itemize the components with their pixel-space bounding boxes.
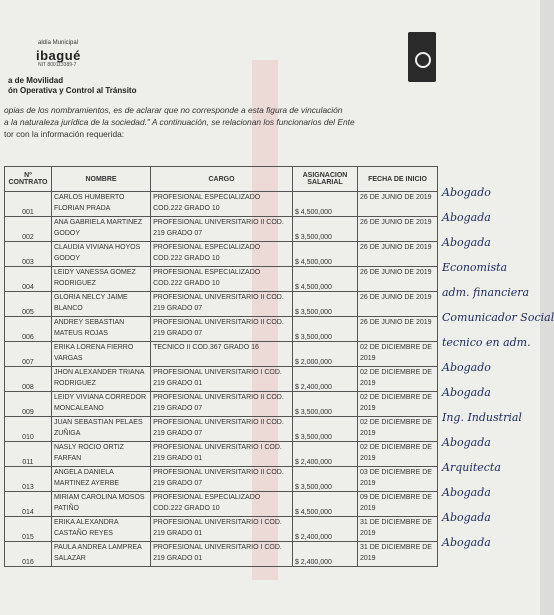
cell-contrato: 001: [5, 192, 52, 217]
handwritten-note: Abogada: [442, 511, 491, 524]
table-row: [5, 192, 438, 217]
cell-nombre: ANA GABRIELA MARTINEZ GODOY: [51, 217, 150, 242]
table-row: [5, 467, 438, 492]
handwritten-note: Abogada: [442, 211, 491, 224]
cell-nombre: JHON ALEXANDER TRIANA RODRIGUEZ: [51, 367, 150, 392]
cell-contrato: 007: [5, 342, 52, 367]
table-row: [5, 367, 438, 392]
cell-salario: $ 2,000,000: [292, 342, 357, 367]
cell-nombre: LEIDY VIVIANA CORREDOR MONCALEANO: [51, 392, 150, 417]
cell-nombre: LEIDY VANESSA GOMEZ RODRIGUEZ: [51, 267, 150, 292]
handwritten-note: Ing. Industrial: [442, 411, 522, 424]
cell-cargo: PROFESIONAL UNIVERSITARIO I COD. 219 GRADO 01: [151, 367, 293, 392]
handwritten-note: Comunicador Social: [442, 311, 554, 324]
cell-fecha: 26 DE JUNIO DE 2019: [357, 317, 437, 342]
col-cargo: CARGO: [151, 167, 293, 192]
handwritten-note: Abogado: [442, 361, 491, 374]
city-name: ibagué: [36, 48, 81, 63]
cell-salario: $ 2,400,000: [292, 442, 357, 467]
cell-contrato: 015: [5, 517, 52, 542]
cell-fecha: 26 DE JUNIO DE 2019: [357, 192, 437, 217]
org-small-text: aldía Municipal: [38, 40, 79, 46]
cell-contrato: 006: [5, 317, 52, 342]
cell-salario: $ 2,400,000: [292, 517, 357, 542]
cell-nombre: MIRIAM CAROLINA MOSOS PATIÑO: [51, 492, 150, 517]
table-row: [5, 342, 438, 367]
col-salario: ASIGNACION SALARIAL: [292, 167, 357, 192]
cell-cargo: PROFESIONAL UNIVERSITARIO II COD. 219 GRADO 07: [151, 467, 293, 492]
handwritten-note: Abogada: [442, 236, 491, 249]
cell-cargo: PROFESIONAL UNIVERSITARIO II COD. 219 GRADO 07: [151, 292, 293, 317]
cell-cargo: PROFESIONAL UNIVERSITARIO I COD. 219 GRADO 01: [151, 542, 293, 567]
cell-nombre: ERIKA ALEXANDRA CASTAÑO REYES: [51, 517, 150, 542]
handwritten-note: Abogada: [442, 486, 491, 499]
cell-fecha: 02 DE DICIEMBRE DE 2019: [357, 392, 437, 417]
cell-contrato: 011: [5, 442, 52, 467]
cell-nombre: JUAN SEBASTIAN PELAES ZUÑIGA: [51, 417, 150, 442]
table-row: [5, 242, 438, 267]
table-row: [5, 492, 438, 517]
handwritten-note: Abogada: [442, 536, 491, 549]
table-row: [5, 392, 438, 417]
cell-contrato: 010: [5, 417, 52, 442]
cell-nombre: GLORIA NELCY JAIME BLANCO: [51, 292, 150, 317]
cell-contrato: 013: [5, 467, 52, 492]
cell-fecha: 03 DE DICIEMBRE DE 2019: [357, 467, 437, 492]
cell-fecha: 31 DE DICIEMBRE DE 2019: [357, 517, 437, 542]
cell-salario: $ 3,500,000: [292, 317, 357, 342]
cell-cargo: TECNICO II COD.367 GRADO 16: [151, 342, 293, 367]
dept-title: a de Movilidad: [8, 76, 64, 85]
dept-subtitle: ón Operativa y Control al Tránsito: [8, 86, 137, 95]
handwritten-note: Economista: [442, 261, 508, 274]
cell-cargo: PROFESIONAL UNIVERSITARIO II COD. 219 GRADO 07: [151, 392, 293, 417]
cell-fecha: 26 DE JUNIO DE 2019: [357, 267, 437, 292]
table-row: [5, 267, 438, 292]
cell-salario: $ 2,400,000: [292, 367, 357, 392]
cell-salario: $ 3,500,000: [292, 417, 357, 442]
cell-fecha: 26 DE JUNIO DE 2019: [357, 217, 437, 242]
cell-contrato: 016: [5, 542, 52, 567]
cell-nombre: PAULA ANDREA LAMPREA SALAZAR: [51, 542, 150, 567]
handwritten-note: Abogada: [442, 386, 491, 399]
staff-table: [4, 166, 438, 567]
cell-cargo: PROFESIONAL ESPECIALIZADO COD.222 GRADO 10: [151, 267, 293, 292]
table-header-row: [5, 167, 438, 192]
cell-fecha: 02 DE DICIEMBRE DE 2019: [357, 417, 437, 442]
paragraph-line: opias de los nombramientos, es de aclarar que no corresponde a esta figura de vinculación: [4, 105, 343, 115]
paragraph-line: a la naturaleza jurídica de la sociedad." A continuación, se relacionan los funcionarios del Ente: [4, 117, 355, 127]
cell-cargo: PROFESIONAL UNIVERSITARIO II COD. 219 GRADO 07: [151, 217, 293, 242]
col-fecha: FECHA DE INICIO: [357, 167, 437, 192]
cell-fecha: 26 DE JUNIO DE 2019: [357, 292, 437, 317]
table-body: [5, 192, 438, 567]
paragraph-line: tor con la información requerida:: [4, 129, 125, 139]
handwritten-note: tecnico en adm.: [442, 336, 531, 349]
cell-nombre: CLAUDIA VIVIANA HOYOS GODOY: [51, 242, 150, 267]
table-row: [5, 442, 438, 467]
cell-nombre: NASLY ROCIO ORTIZ FARFAN: [51, 442, 150, 467]
cell-nombre: ANDREY SEBASTIAN MATEUS ROJAS: [51, 317, 150, 342]
table-row: [5, 317, 438, 342]
table-row: [5, 517, 438, 542]
cell-nombre: CARLOS HUMBERTO FLORIAN PRADA: [51, 192, 150, 217]
cell-contrato: 004: [5, 267, 52, 292]
cell-salario: $ 4,500,000: [292, 492, 357, 517]
cell-contrato: 005: [5, 292, 52, 317]
cell-cargo: PROFESIONAL ESPECIALIZADO COD.222 GRADO 10: [151, 192, 293, 217]
cell-fecha: 31 DE DICIEMBRE DE 2019: [357, 542, 437, 567]
cell-salario: $ 4,500,000: [292, 242, 357, 267]
cell-nombre: ERIKA LORENA FIERRO VARGAS: [51, 342, 150, 367]
cell-contrato: 009: [5, 392, 52, 417]
cell-fecha: 26 DE JUNIO DE 2019: [357, 242, 437, 267]
cell-salario: $ 4,500,000: [292, 267, 357, 292]
cell-salario: $ 3,500,000: [292, 292, 357, 317]
cell-fecha: 02 DE DICIEMBRE DE 2019: [357, 367, 437, 392]
table-row: [5, 292, 438, 317]
cell-salario: $ 3,500,000: [292, 217, 357, 242]
cell-salario: $ 4,500,000: [292, 192, 357, 217]
cell-salario: $ 3,500,000: [292, 467, 357, 492]
cell-fecha: 02 DE DICIEMBRE DE 2019: [357, 342, 437, 367]
table-row: [5, 542, 438, 567]
cell-cargo: PROFESIONAL UNIVERSITARIO I COD. 219 GRADO 01: [151, 517, 293, 542]
cell-contrato: 003: [5, 242, 52, 267]
cell-cargo: PROFESIONAL UNIVERSITARIO II COD. 219 GRADO 07: [151, 417, 293, 442]
cell-nombre: ANGELA DANIELA MARTINEZ AYERBE: [51, 467, 150, 492]
handwritten-note: adm. financiera: [442, 286, 530, 299]
cell-fecha: 02 DE DICIEMBRE DE 2019: [357, 442, 437, 467]
cell-salario: $ 3,500,000: [292, 392, 357, 417]
cell-cargo: PROFESIONAL ESPECIALIZADO COD.222 GRADO 10: [151, 492, 293, 517]
cell-cargo: PROFESIONAL UNIVERSITARIO II COD. 219 GRADO 07: [151, 317, 293, 342]
handwritten-note: Arquitecta: [442, 461, 501, 474]
handwritten-note: Abogada: [442, 436, 491, 449]
col-contrato: Nº CONTRATO: [5, 167, 52, 192]
nit-text: NIT 800113389-7: [38, 62, 77, 68]
table-row: [5, 217, 438, 242]
cell-salario: $ 2,400,000: [292, 542, 357, 567]
cell-cargo: PROFESIONAL UNIVERSITARIO I COD. 219 GRADO 01: [151, 442, 293, 467]
logo-icon: [408, 32, 436, 82]
handwritten-note: Abogado: [442, 186, 491, 199]
cell-contrato: 008: [5, 367, 52, 392]
table-row: [5, 417, 438, 442]
cell-cargo: PROFESIONAL ESPECIALIZADO COD.222 GRADO 10: [151, 242, 293, 267]
handwritten-notes: [442, 186, 554, 561]
intro-paragraph: [4, 104, 454, 140]
cell-fecha: 09 DE DICIEMBRE DE 2019: [357, 492, 437, 517]
cell-contrato: 002: [5, 217, 52, 242]
col-nombre: NOMBRE: [51, 167, 150, 192]
cell-contrato: 014: [5, 492, 52, 517]
